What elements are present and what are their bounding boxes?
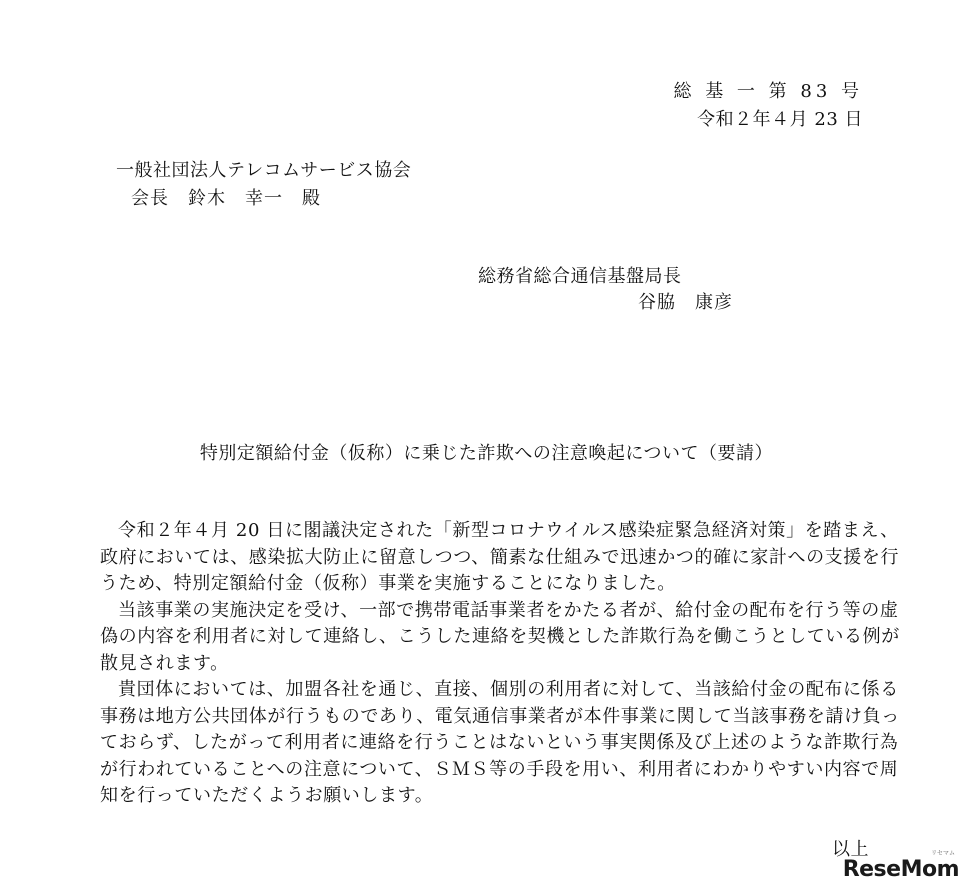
body-paragraph: 貴団体においては、加盟各社を通じ、直接、個別の利用者に対して、当該給付金の配布に係る事務は地方公共団体が行うものであり、電気通信事業者が本件事業に関して当該事務を請け負っておらず、したがって利用者に連絡を行うことはないという事実関係及び上述のような詐欺行為が行われていることへの注意について、ＳＭＳ等の手段を用い、利用者にわかりやすい内容で周知を行っていただくようお願いします。 [100,679,900,806]
addressee-name: 会長 鈴木 幸一 殿 [131,188,321,209]
document-title: 特別定額給付金（仮称）に乗じた詐欺への注意喚起について（要請） [199,443,774,464]
document-date: 令和２年４月 23 日 [697,109,863,130]
addressee-organization: 一般社団法人テレコムサービス協会 [116,160,412,181]
body-paragraph: 令和２年４月 20 日に閣議決定された「新型コロナウイルス感染症緊急経済対策」を踏まえ、政府においては、感染拡大防止に留意しつつ、簡素な仕組みで迅速かつ的確に家計への支援を行うため、特別定額給付金（仮称）事業を実施することになりました。 [100,520,900,594]
sender-name: 谷脇 康彦 [638,292,733,313]
watermark-small-text: リセマム [931,850,955,857]
resemom-watermark-logo: ReseMom [842,857,959,882]
body-paragraph: 当該事業の実施決定を受け、一部で携帯電話事業者をかたる者が、給付金の配布を行う等の虚偽の内容を利用者に対して連絡し、こうした連絡を契機とした詐欺行為を働こうとしている例が散見されます。 [100,599,900,674]
document-body [100,518,900,810]
closing-mark: 以上 [832,839,869,860]
document-number: 総 基 一 第 83 号 [673,81,863,102]
sender-organization: 総務省総合通信基盤局長 [478,266,682,287]
